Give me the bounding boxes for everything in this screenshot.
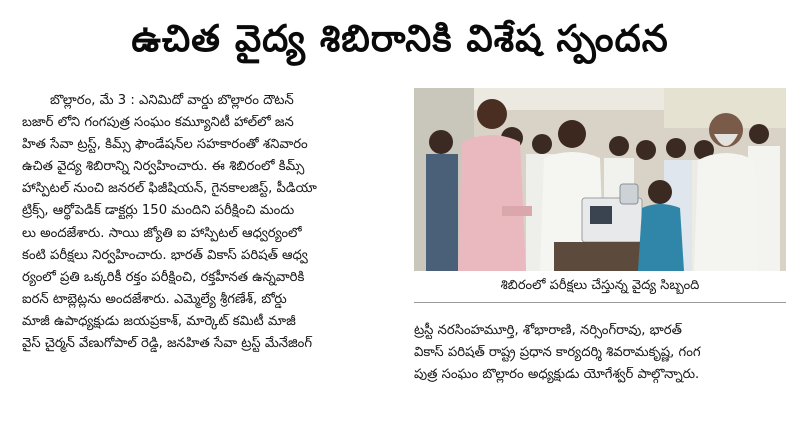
medical-camp-photo-illustration xyxy=(414,88,786,271)
article-headline: ఉచిత వైద్య శిబిరానికి విశేష స్పందన xyxy=(131,17,669,60)
body-line: ర్యంలో ప్రతి ఒక్కరికీ రక్తం పరీక్షించి, రక్తహీనత ఉన్నవారికి xyxy=(22,269,305,285)
article-body-right-column xyxy=(414,320,790,386)
news-photo xyxy=(414,88,786,271)
body-line: హాస్పిటల్ నుంచి జనరల్ ఫిజీషియన్, గైనకాలజిస్ట్, పీడియా xyxy=(22,181,317,197)
body-line: హిత సేవా ట్రస్ట్, కిమ్స్ ఫౌండేషన్‌ల సహకారంతో శనివారం xyxy=(22,137,308,153)
caption-divider xyxy=(414,302,786,303)
photo-caption: శిబిరంలో పరీక్షలు చేస్తున్న వైద్య సిబ్బంది xyxy=(500,278,700,293)
body-line: ఐరన్ టాబ్లెట్లను అందజేశారు. ఎమ్మెల్యే శ్రీగణేశ్, బోర్డు xyxy=(22,291,287,307)
body-line: పుత్ర సంఘం బొల్లారం అధ్యక్షుడు యోగేశ్వర్ పాల్గొన్నారు. xyxy=(414,367,700,383)
body-line: కంటి పరీక్షలు నిర్వహించారు. భారత్ వికాస్ పరిషత్ ఆధ్వ xyxy=(22,247,308,263)
body-line: బజార్ లోని గంగపుత్ర సంఘం కమ్యూనిటీ హాల్‌లో జన xyxy=(22,115,294,131)
body-line: వికాస్ పరిషత్ రాష్ట్ర ప్రధాన కార్యదర్శి శివరామకృష్ణ, గంగ xyxy=(414,345,701,361)
body-line: లు అందజేశారు. సాయి జ్యోతి ఐ హాస్పిటల్ ఆధ్వర్యంలో xyxy=(22,225,302,241)
body-line: మాజీ ఉపాధ్యక్షుడు జయప్రకాశ్, మార్కెట్ కమిటీ మాజీ xyxy=(22,313,296,329)
article-body-left-column xyxy=(22,90,402,355)
body-line: ట్రస్టీ నరసింహమూర్తి, శోభారాణి, నర్సింగ్‌రావు, భారత్ xyxy=(414,323,682,338)
body-line: ట్రిక్స్, ఆర్థోపెడిక్ డాక్టర్లు 150 మందిని పరీక్షించి మందు xyxy=(22,203,295,219)
body-line: బొల్లారం, మే 3 : ఎనిమిదో వార్డు బొల్లారం దౌటన్ xyxy=(50,93,294,108)
body-line: ఉచిత వైద్య శిబిరాన్ని నిర్వహించారు. ఈ శిబిరంలో కిమ్స్ xyxy=(22,159,305,175)
body-line: వైస్ చైర్మన్ వేణుగోపాల్ రెడ్డి, జనహిత సేవా ట్రస్ట్ మేనేజింగ్ xyxy=(22,336,313,352)
